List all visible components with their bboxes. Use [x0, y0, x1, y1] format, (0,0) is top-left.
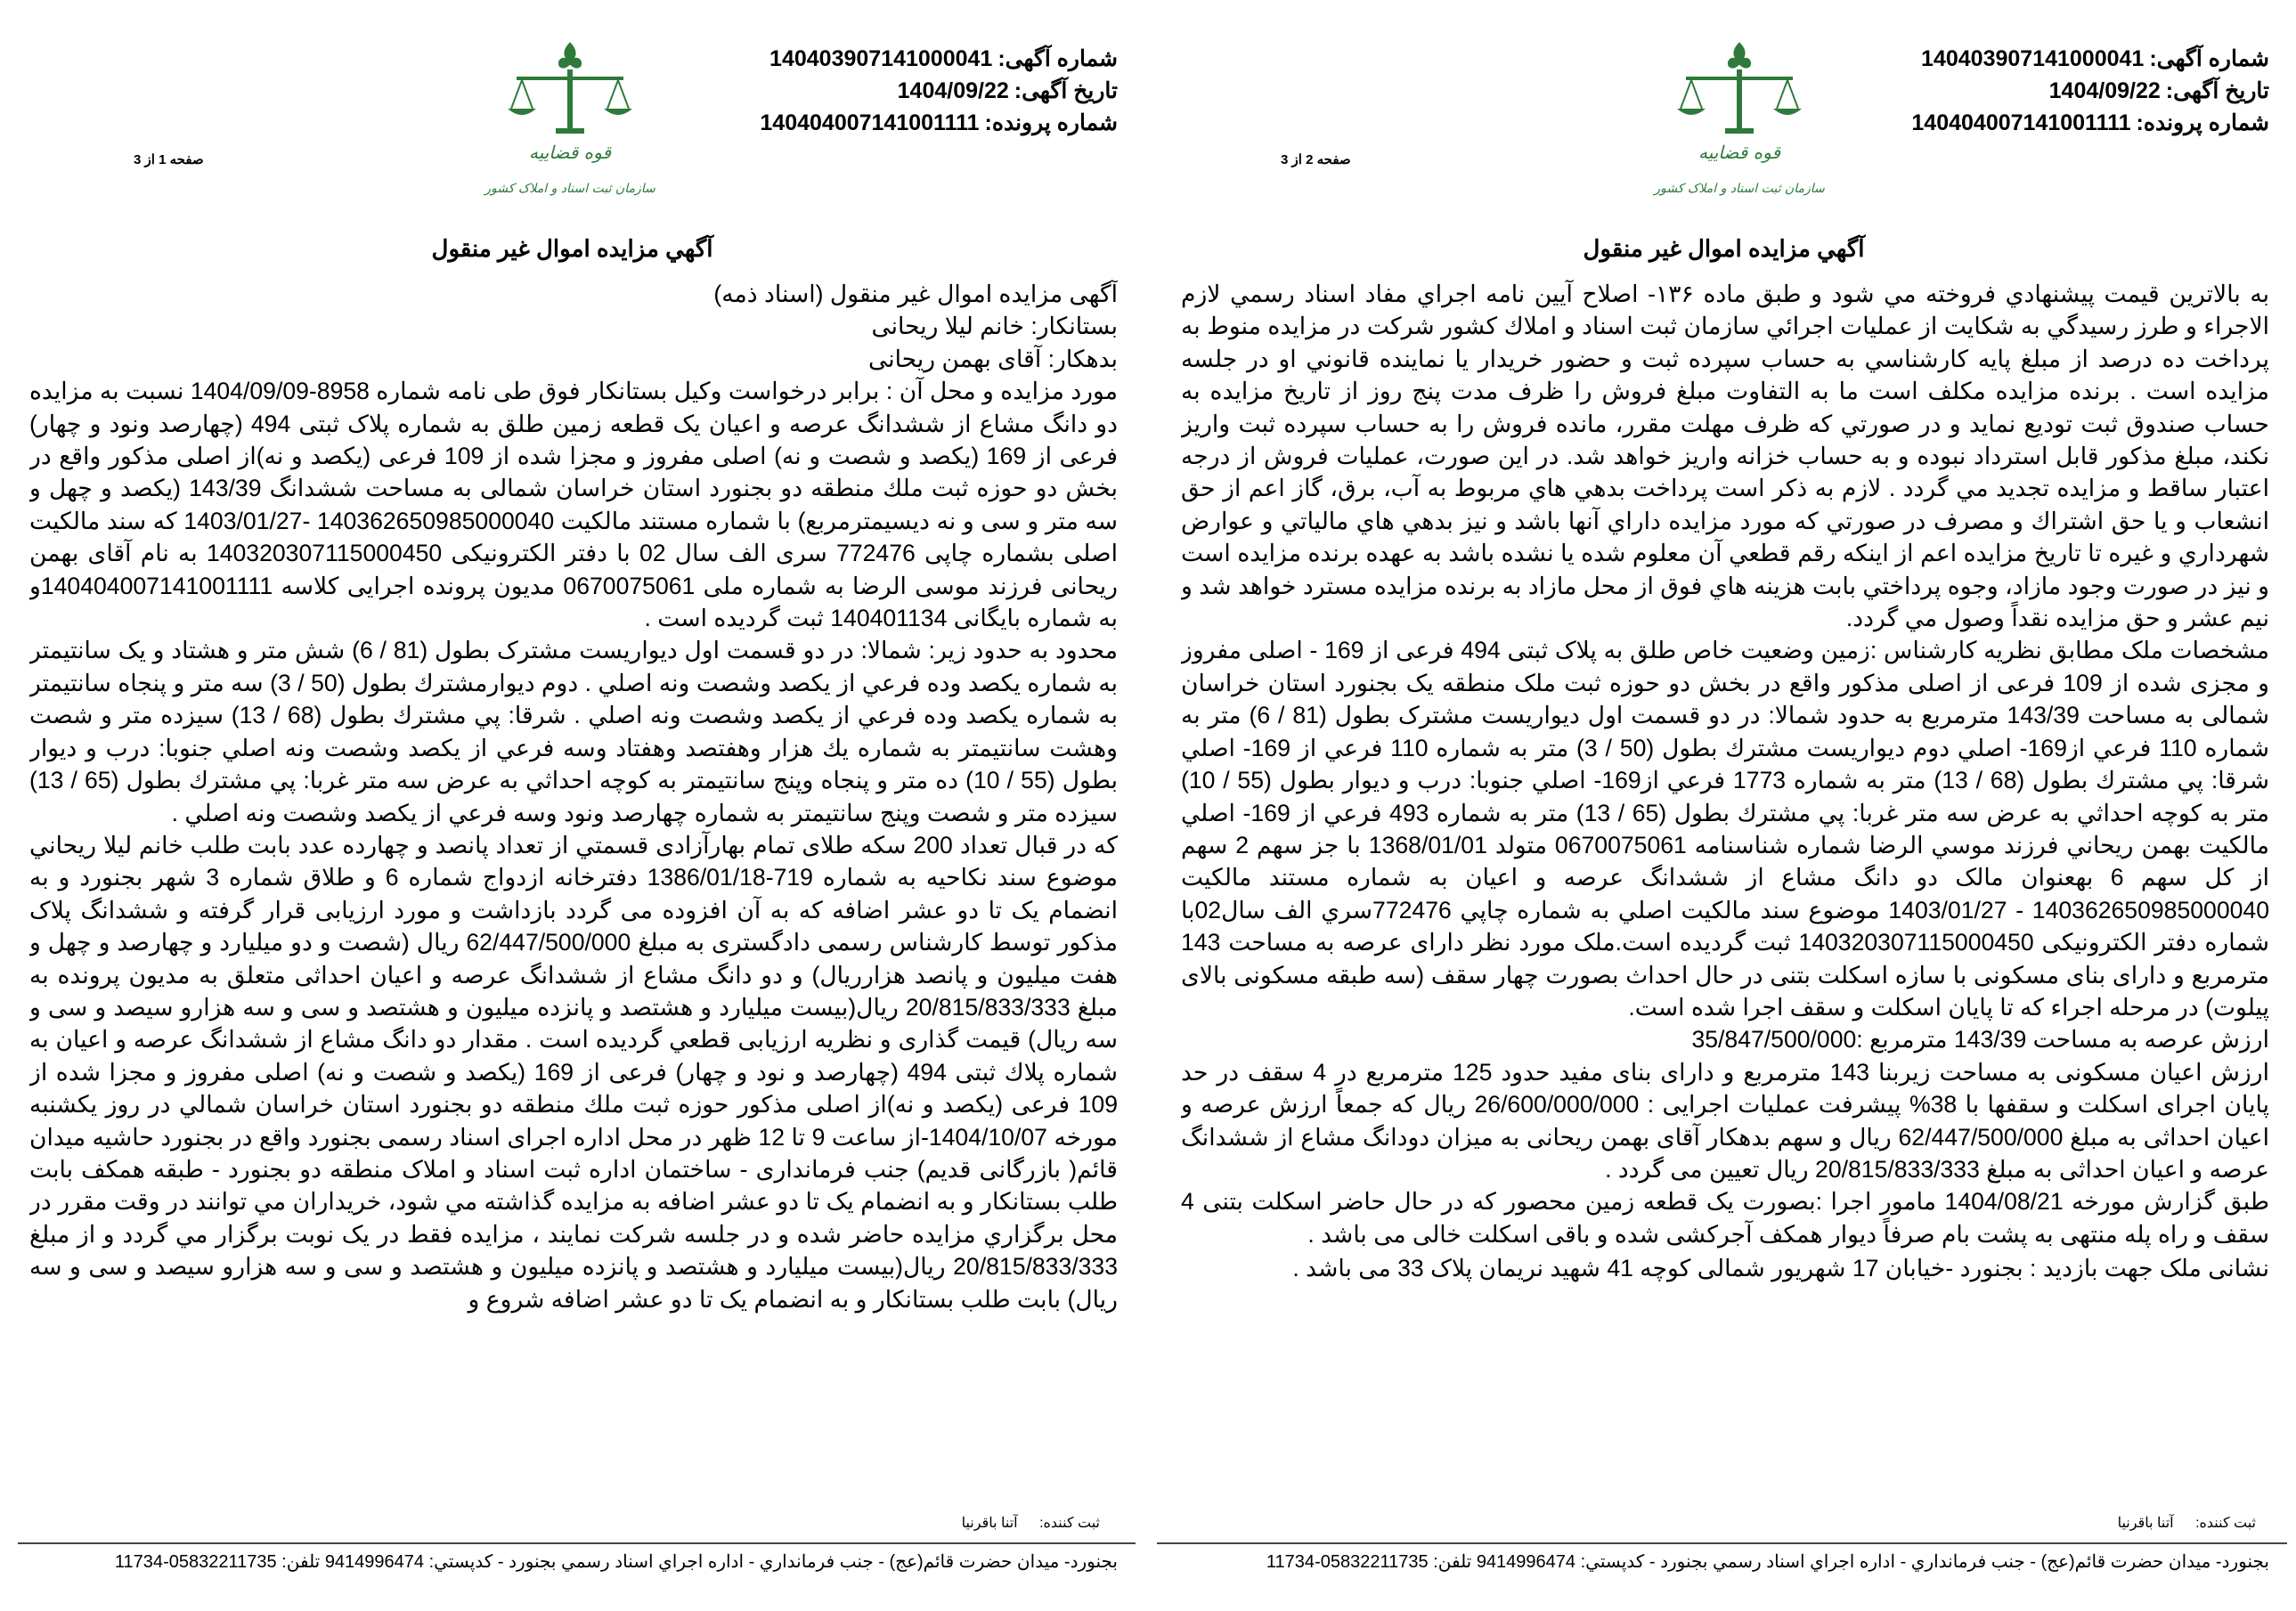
registrar-name: آتنا باقرنيا: [2117, 1516, 2174, 1531]
page-2: [1152, 0, 2296, 1611]
header-line-creditor: بستانکار: خانم لیلا ریحانی: [871, 313, 1118, 340]
document-body: [29, 278, 1118, 1444]
footer-address: بجنورد- ميدان حضرت قائم(عج) - جنب فرمانداري - اداره اجراي اسناد رسمي بجنورد - كدپستي: 9414996474 تلفن: 05832211735-11734: [114, 1552, 1118, 1572]
registrar: [2118, 1514, 2256, 1532]
case-number-label: شماره پرونده:: [2136, 110, 2269, 135]
ad-date: 1404/09/22: [2048, 78, 2161, 103]
page-1: [0, 0, 1144, 1611]
ad-date-label: تاریخ آگهی:: [1014, 78, 1118, 103]
ad-date-label: تاریخ آگهی:: [2165, 78, 2269, 103]
ad-number-label: شماره آگهی:: [997, 46, 1118, 71]
emblem-title-text: قوه قضاییه: [528, 142, 612, 163]
paragraph-property-specs: مشخصات ملک مطابق نظریه کارشناس :زمین وضعیت خاص طلق به پلاک ثبتی 494 فرعی از 169 - اصلی مفروز و مجزی شده از 109 فرعی از اصلی مذکور واقع در بخش دو حوزه ثبت ملک منطقه یک بجنورد استان خراسان شمالی به مساحت 143/39 مترمربع به حدود شمالا: در دو قسمت اول دیواریست مشترک بطول (81 / 6) متر به شماره 110 فرعي از169- اصلي دوم ديواريست مشترك بطول (50 / 3) متر به شماره 110 فرعي از 169- اصلي شرقا: پي مشترك بطول (68 / 13) متر به شماره 1773 فرعي از169- اصلي جنوبا: درب و ديوار بطول (55 / 10) متر به كوچه احداثي به عرض سه متر غربا: پي مشترك بطول (65 / 13) متر به شماره 493 فرعي از 169- اصلي مالكيت بهمن ريحاني فرزند موسي الرضا شماره شناسنامه 0670075061 متولد 1368/01/01 با جز سهم 2 سهم از کل سهم 6 بهعنوان مالک دو دانگ مشاع از ششدانگ عرصه و اعیان به شماره مستند مالکیت 140362650985000040 - 1403/01/27 موضوع سند مالكيت اصلي به شماره چاپي 772476سري الف سال02با شماره دفتر الکترونیکی 140320307115000450 ثبت گرديده است.ملک مورد نظر دارای عرصه به مساحت 143 مترمربع و دارای بنای مسکونی با سازه اسکلت بتنی در حال احداث بصورت چهار سقف (سه طبقه مسکونی بالای پیلوت) در مرحله اجراء که تا پایان اسکلت و سقف اجرا شده است.: [1181, 637, 2269, 1021]
registrar: [962, 1514, 1100, 1532]
ad-number: 140403907141000041: [1921, 46, 2145, 71]
emblem-org-text: سازمان ثبت اسناد و املاک کشور: [484, 182, 655, 196]
document-body: [1181, 278, 2269, 1444]
ad-meta: [754, 43, 1118, 139]
paragraph-land-value: ارزش عرصه به مساحت 143/39 مترمربع :35/847/500/000: [1691, 1026, 2269, 1054]
judiciary-emblem-logo: [1650, 36, 1828, 205]
ad-meta: [1906, 43, 2269, 139]
header-line-type: آگهی مزایده اموال غیر منقول (اسناد ذمه): [713, 281, 1118, 307]
registrar-name: آتنا باقرنيا: [961, 1516, 1018, 1531]
paragraph-auction-details: كه در قبال تعداد 200 سکه طلای تمام بهارآزادی قسمتي از تعداد پانصد و چهارده عدد بابت طلب خانم ليلا ريحاني موضوع سند نكاحيه به شماره 719-1386/01/18 دفترخانه ازدواج شماره 6 و طلاق شماره 3 شهر بجنورد و به انضمام يک تا دو عشر اضافه که به آن افزوده می گردد بازداشت و مورد ارزيابی قرار گرفته و ششدانگ پلاک مذکور توسط کارشناس رسمی دادگستری به مبلغ 62/447/500/000 ريال (شصت و دو ميليارد و چهارصد و چهل و هفت ميليون و پانصد هزارريال) و دو دانگ مشاع از ششدانگ عرصه و اعيان احداثی متعلق به مديون پرونده به مبلغ 20/815/833/333 ريال(بيست ميليارد و هشتصد و پانزده ميليون و هشتصد و سی و سه هزارو سيصد و سی و سه ريال) قيمت گذاری و نظريه ارزيابی قطعي گرديده است . مقدار دو دانگ مشاع از ششدانگ عرصه و اعیان به شماره پلاك ثبتی 494 (چهارصد و نود و چهار) فرعی از 169 (یکصد و شصت و نه) اصلی مفروز و مجزا شده از 109 فرعی (یکصد و نه)از اصلی مذکور حوزه ثبت ملك منطقه دو بجنورد استان خراسان شمالي در روز يكشنبه مورخه 1404/10/07-از ساعت 9 تا 12 ظهر در محل اداره اجرای اسناد رسمی بجنورد واقع در بجنورد حاشيه ميدان قائم( بازرگانی قديم) جنب فرمانداری - ساختمان اداره ثبت اسناد و املاک منطقه دو بجنورد - طبقه همکف بابت طلب بستانكار و به انضمام یک تا دو عشر اضافه به مزايده گذاشته مي شود، خريداران مي توانند در وقت مقرر در محل برگزاري مزايده حاضر شده و در جلسه شركت نمايند ، مزايده فقط در یک نوبت برگزار مي گردد و از مبلغ 20/815/833/333 ريال(بيست ميليارد و هشتصد و پانزده ميليون و هشتصد و سی و سه هزارو سيصد و سی و سه ريال) بابت طلب بستانکار و به انضمام یک تا دو عشر اضافه شروع و: [29, 831, 1118, 1313]
judiciary-emblem-logo: [481, 36, 659, 205]
emblem-org-text: سازمان ثبت اسناد و املاک کشور: [1654, 182, 1825, 196]
paragraph-building-value: ارزش اعیان مسکونی به مساحت زیربنا 143 مترمربع و دارای بنای مفید حدود 125 مترمربع در 4 سقف در حد پایان اجرای اسکلت و سقفها با 38% پیشرفت عملیات اجرایی : 26/600/000/000 ریال که جمعاً ارزش عرصه و اعیان احداثی به مبلغ 62/447/500/000 ریال و سهم بدهکار آقای بهمن ریحانی به میزان دودانگ مشاع از ششدانگ عرصه و اعیان احداثی به مبلغ 20/815/833/333 ریال تعیین می گردد .: [1181, 1058, 2269, 1183]
registrar-label: ثبت كننده:: [2195, 1516, 2256, 1531]
footer-address: بجنورد- ميدان حضرت قائم(عج) - جنب فرمانداري - اداره اجراي اسناد رسمي بجنورد - كدپستي: 9414996474 تلفن: 05832211735-11734: [1266, 1552, 2269, 1572]
paragraph-visit-address: نشانی ملک جهت بازدید : بجنورد -خیابان 17 شهریور شمالی کوچه 41 شهید نریمان پلاک 33 می باشد .: [1292, 1255, 2269, 1282]
case-number: 140404007141001111: [760, 110, 980, 135]
page-number: صفحه 2 از 3: [1281, 152, 1351, 167]
paragraph-auction-terms: به بالاترين قيمت پيشنهادي فروخته مي شود و طبق ماده ۱۳۶- اصلاح آيين نامه اجراي مفاد اسناد رسمي لازم الاجراء و طرز رسيدگي به شكايت از عمليات اجرائي سازمان ثبت اسناد و املاك كشور شركت در مزايده منوط به پرداخت ده درصد از مبلغ پايه كارشناسي به حساب سپرده ثبت و حضور خريدار يا نماينده قانوني او در جلسه مزايده است . برنده مزايده مكلف است ما به التفاوت مبلغ فروش را ظرف مدت پنج روز از تاريخ مزايده به حساب صندوق ثبت توديع نمايد و در صورتي كه ظرف مهلت مقرر، مانده فروش را به حساب سپرده ثبت واريز نكند، مبلغ مذكور قابل استرداد نبوده و به حساب خزانه واريز خواهد شد. در اين صورت، عمليات فروش از درجه اعتبار ساقط و مزايده تجديد مي گردد . لازم به ذكر است پرداخت بدهي هاي مربوط به آب، برق، گاز اعم از حق انشعاب و يا حق اشتراك و مصرف در صورتي كه مورد مزايده داراي آنها باشد و نيز بدهي هاي مالياتي و عوارض شهرداري و غيره تا تاريخ مزايده اعم از اينكه رقم قطعي آن معلوم شده يا نشده باشد به عهده برنده مزايده است و نيز در صورت وجود مازاد، وجوه پرداختي بابت هزينه هاي فوق از محل مازاد به برنده مزايده مسترد خواهد شد و نيم عشر و حق مزايده نقداً وصول مي گردد.: [1181, 281, 2269, 632]
case-number-label: شماره پرونده:: [984, 110, 1118, 135]
ad-date: 1404/09/22: [897, 78, 1009, 103]
footer-divider: [1157, 1542, 2287, 1544]
document-title: آگهي مزايده اموال غير منقول: [431, 235, 713, 262]
emblem-title-text: قوه قضاییه: [1698, 142, 1781, 163]
document-title: آگهي مزايده اموال غير منقول: [1583, 235, 1865, 262]
footer-divider: [18, 1542, 1136, 1544]
header-line-debtor: بدهکار: آقای بهمن ریحانی: [868, 345, 1118, 372]
paragraph-officer-report: طبق گزارش مورخه 1404/08/21 مامور اجرا :بصورت یک قطعه زمین محصور که در حال حاضر اسکلت بتنی 4 سقف و راه پله منتهی به پشت بام صرفاً دیوار همکف آجرکشی شده و باقی اسکلت خالی می باشد .: [1181, 1188, 2269, 1248]
page-number: صفحه 1 از 3: [134, 152, 204, 167]
paragraph-subject: مورد مزایده و محل آن : برابر درخواست وکیل بستانکار فوق طی نامه شماره 8958-1404/09/09 نسبت به مزایده دو دانگ مشاع از ششدانگ عرصه و اعیان یک قطعه زمین طلق به شماره پلاک ثبتی 494 (چهارصد ونود و چهار) فرعی از 169 (یکصد و شصت و نه) اصلی مفروز و مجزا شده از 109 فرعی (یکصد و نه)از اصلی مذکور واقع در بخش دو حوزه ثبت ملك منطقه دو بجنورد استان خراسان شمالی به مساحت ششدانگ 143/39 (یکصد و چهل و سه متر و سی و نه دیسیمترمربع) با شماره مستند مالکیت 140362650985000040 -1403/01/27 که سند مالکیت اصلی بشماره چاپی 772476 سری الف سال 02 با دفتر الکترونیکی 140320307115000450 به نام آقای بهمن ریحانی فرزند موسی الرضا به شماره ملی 0670075061 مدیون پرونده اجرایی کلاسه 140404007141001111و به شماره بایگانی 140401134 ثبت گردیده است .: [29, 378, 1118, 632]
ad-number-label: شماره آگهی:: [2149, 46, 2269, 71]
paragraph-boundaries: محدود به حدود زیر: شمالا: در دو قسمت اول دیواریست مشترک بطول (81 / 6) شش متر و هشتاد و یک سانتیمتر به شماره يكصد وده فرعي از يكصد وشصت ونه اصلي . دوم ديوارمشترك بطول (50 / 3) سه متر و پنجاه سانتيمتر به شماره يكصد وده فرعي از يكصد وشصت ونه اصلي . شرقا: پي مشترك بطول (68 / 13) سيزده متر و شصت وهشت سانتيمتر به شماره يك هزار وهفتصد وهفتاد وسه فرعي از يكصد وشصت ونه اصلي جنوبا: درب و ديوار بطول (55 / 10) ده متر و پنجاه وپنج سانتيمتر به كوچه احداثي به عرض سه متر غربا: پي مشترك بطول (65 / 13) سيزده متر و شصت وپنج سانتيمتر به شماره چهارصد ونود وسه فرعي از يكصد وشصت ونه اصلي .: [29, 637, 1118, 826]
registrar-label: ثبت كننده:: [1039, 1516, 1100, 1531]
ad-number: 140403907141000041: [769, 46, 993, 71]
case-number: 140404007141001111: [1911, 110, 2131, 135]
